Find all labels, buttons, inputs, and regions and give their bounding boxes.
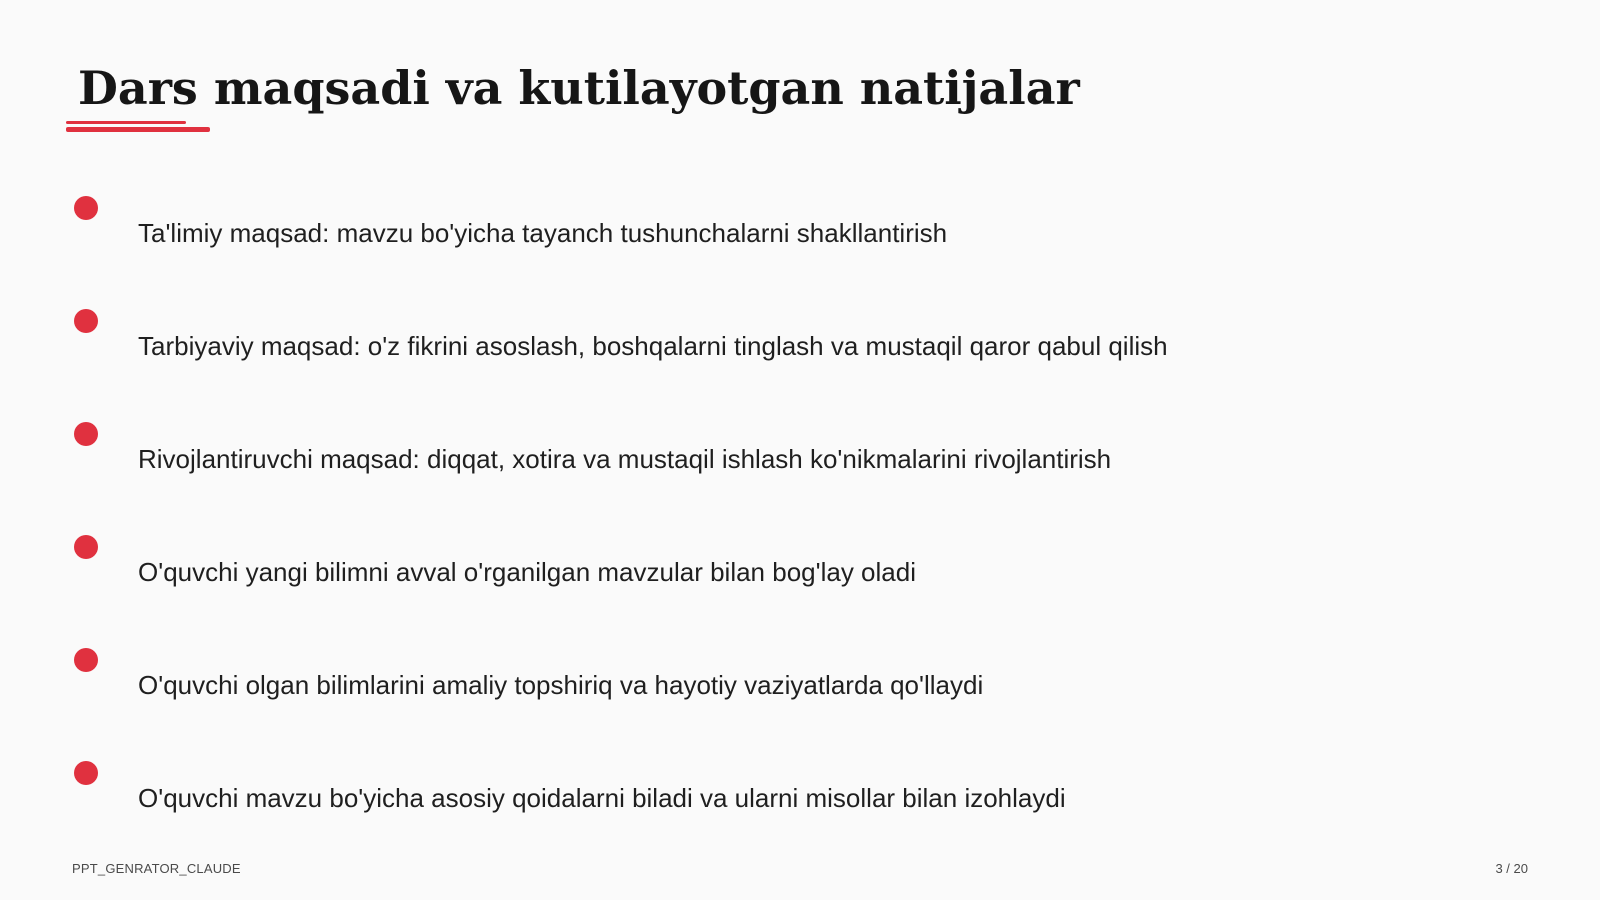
bullet-text: Tarbiyaviy maqsad: o'z fikrini asoslash, boshqalarni tinglash va mustaqil qaror qabul qilish <box>138 331 1168 361</box>
bullet-dot-icon <box>74 196 98 220</box>
bullet-dot-icon <box>74 309 98 333</box>
bullet-item <box>0 535 1600 615</box>
bullet-dot-icon <box>74 535 98 559</box>
bullet-text: Ta'limiy maqsad: mavzu bo'yicha tayanch tushunchalarni shakllantirish <box>138 218 948 248</box>
bullet-text: O'quvchi mavzu bo'yicha asosiy qoidalarni biladi va ularni misollar bilan izohlaydi <box>138 783 1066 813</box>
bullet-item <box>0 761 1600 841</box>
bullet-dot-icon <box>74 761 98 785</box>
bullet-item <box>0 196 1600 276</box>
bullet-dot-icon <box>74 422 98 446</box>
bullet-dot-icon <box>74 648 98 672</box>
bullet-item <box>0 422 1600 502</box>
slide-title: Dars maqsadi va kutilayotgan natijalar <box>78 61 1080 115</box>
bullet-text: O'quvchi olgan bilimlarini amaliy topshiriq va hayotiy vaziyatlarda qo'llaydi <box>138 670 984 700</box>
bullet-text: O'quvchi yangi bilimni avval o'rganilgan mavzular bilan bog'lay oladi <box>138 557 916 587</box>
footer-brand: PPT_GENRATOR_CLAUDE <box>72 861 241 876</box>
bullet-item <box>0 648 1600 728</box>
bullet-text: Rivojlantiruvchi maqsad: diqqat, xotira va mustaqil ishlash ko'nikmalarini rivojlantirish <box>138 444 1112 474</box>
bullet-item <box>0 309 1600 389</box>
page-indicator: 3 / 20 <box>1495 861 1528 876</box>
